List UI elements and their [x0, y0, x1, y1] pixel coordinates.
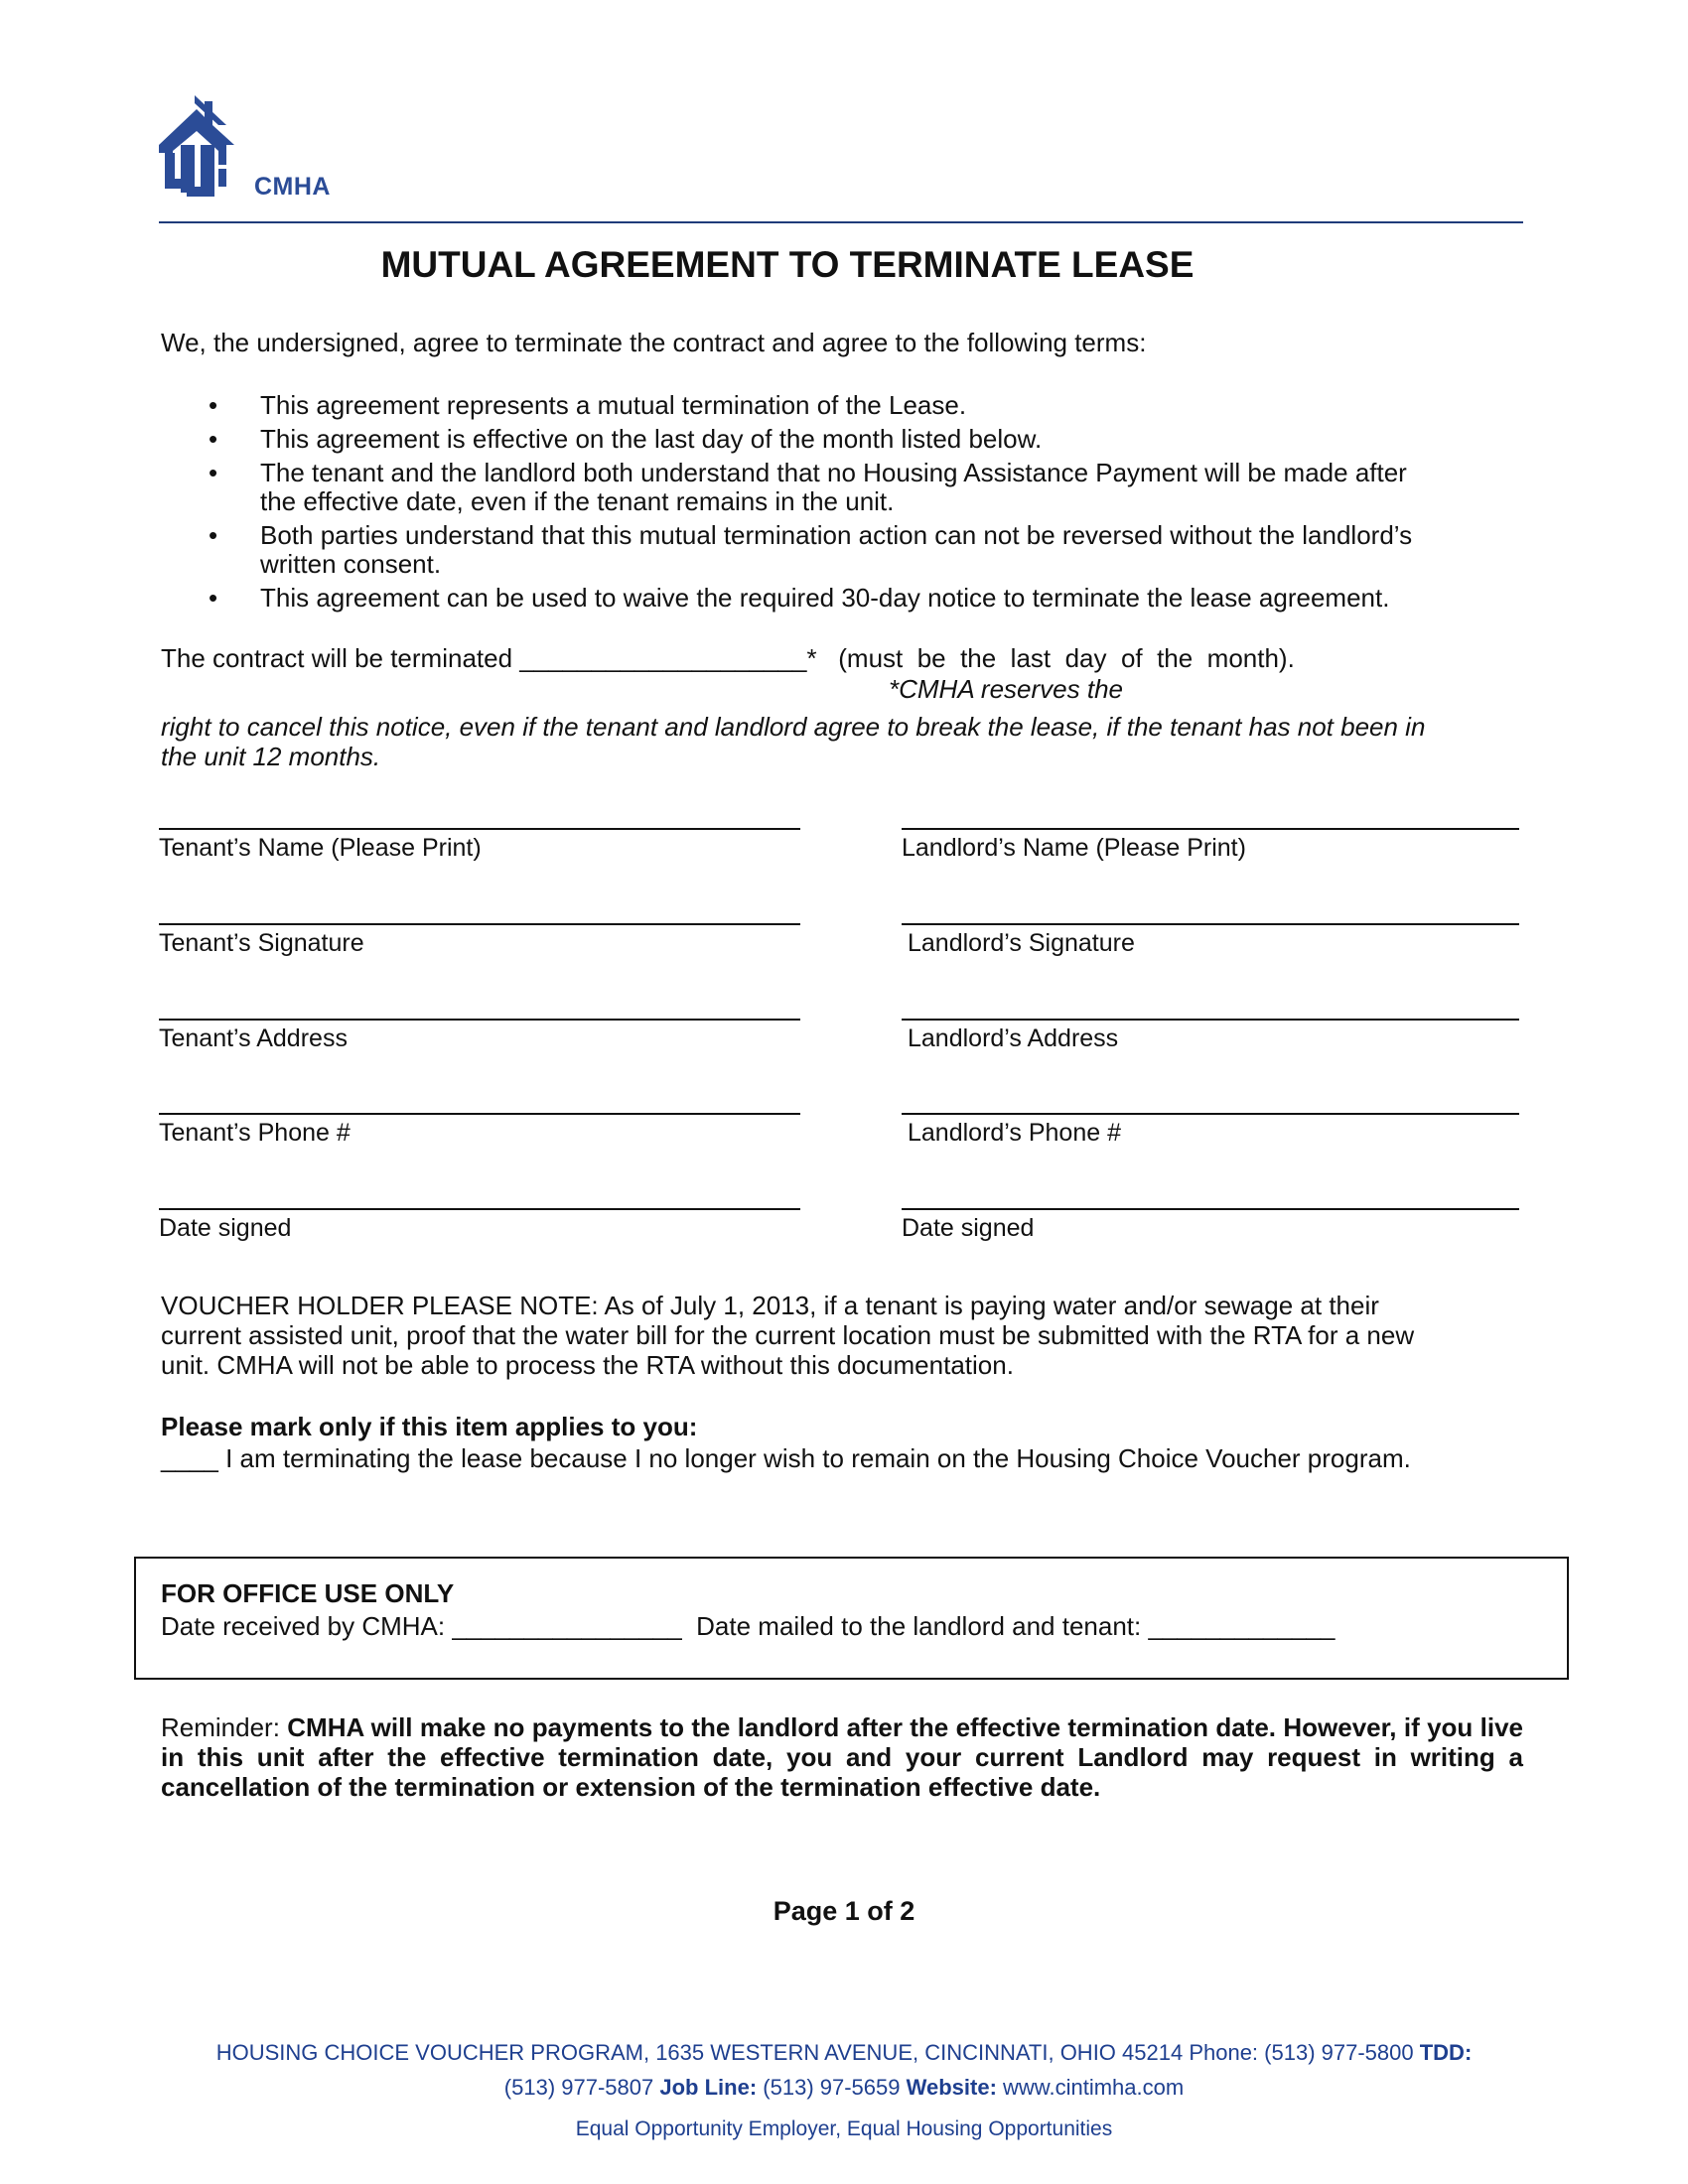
- website-link[interactable]: www.cintimha.com: [1003, 2075, 1185, 2100]
- bullet-glyph: •: [209, 583, 218, 613]
- mark-checkbox-field[interactable]: ____: [161, 1443, 218, 1473]
- footer-contacts: (513) 977-5807 Job Line: (513) 97-5659 Website: www.cintimha.com: [503, 2075, 1185, 2100]
- bullet-glyph: •: [209, 390, 218, 420]
- tenant-signature-field[interactable]: [159, 923, 800, 925]
- landlord-signature-label: Landlord’s Signature: [908, 929, 1135, 957]
- header-divider: [159, 221, 1523, 223]
- landlord-date-field[interactable]: [902, 1208, 1519, 1210]
- tenant-name-field[interactable]: [159, 828, 800, 830]
- bullet-glyph: •: [209, 458, 218, 487]
- bullet-glyph: •: [209, 520, 218, 550]
- landlord-address-field[interactable]: [902, 1019, 1519, 1021]
- tenant-date-label: Date signed: [159, 1214, 292, 1242]
- tenant-phone-label: Tenant’s Phone #: [159, 1119, 351, 1147]
- tenant-date-field[interactable]: [159, 1208, 800, 1210]
- voucher-note: VOUCHER HOLDER PLEASE NOTE: As of July 1, 2013, if a tenant is paying water and/or sewage at their current assisted unit, proof that the water bill for the current location must be submitted with the RTA for a new unit. CMHA will not be able to process the RTA without this documentation.: [161, 1291, 1415, 1380]
- landlord-address-label: Landlord’s Address: [908, 1024, 1119, 1052]
- page-title: MUTUAL AGREEMENT TO TERMINATE LEASE: [380, 244, 1195, 285]
- office-use-heading: FOR OFFICE USE ONLY: [161, 1578, 455, 1608]
- list-item: • This agreement represents a mutual termination of the Lease.: [209, 390, 967, 420]
- landlord-signature-field[interactable]: [902, 923, 1519, 925]
- intro-text: We, the undersigned, agree to terminate the contract and agree to the following terms:: [161, 328, 1147, 357]
- landlord-name-label: Landlord’s Name (Please Print): [902, 834, 1246, 862]
- landlord-date-label: Date signed: [902, 1214, 1035, 1242]
- mark-item: ____ I am terminating the lease because I no longer wish to remain on the Housing Choice Voucher program.: [161, 1443, 1411, 1473]
- footer-eeo: Equal Opportunity Employer, Equal Housing Opportunities: [575, 2117, 1113, 2140]
- office-use-line: Date received by CMHA: ________________ Date mailed to the landlord and tenant: _____________: [161, 1611, 1336, 1641]
- reserve-note: *CMHA reserves the: [889, 674, 1123, 704]
- reserve-note-continued: right to cancel this notice, even if the tenant and landlord agree to break the lease, if the tenant has not been in the unit 12 months.: [161, 712, 1426, 771]
- tenant-address-field[interactable]: [159, 1019, 800, 1021]
- bullet-glyph: •: [209, 424, 218, 454]
- reminder-text: Reminder: CMHA will make no payments to the landlord after the effective termination date. However, if you live in this unit after the effective termination date, you and your current Landlord may request in writing a cancellation of the termination or extension of the termination effective date.: [161, 1712, 1523, 1802]
- list-item: • The tenant and the landlord both understand that no Housing Assistance Payment will be made after the effective date, even if the tenant remains in the unit.: [209, 458, 1407, 516]
- footer-address: HOUSING CHOICE VOUCHER PROGRAM, 1635 WESTERN AVENUE, CINCINNATI, OHIO 45214 Phone: (513) 977-5800 TDD:: [215, 2040, 1473, 2065]
- list-item: • Both parties understand that this mutual termination action can not be reversed without the landlord’s written consent.: [209, 520, 1413, 579]
- contract-termination-line: The contract will be terminated ____________________* (must be the last day of the month).: [161, 643, 1295, 673]
- landlord-name-field[interactable]: [902, 828, 1519, 830]
- tenant-address-label: Tenant’s Address: [159, 1024, 348, 1052]
- list-item: • This agreement is effective on the last day of the month listed below.: [209, 424, 1043, 454]
- termination-date-field[interactable]: ____________________: [519, 643, 807, 673]
- landlord-phone-field[interactable]: [902, 1113, 1519, 1115]
- logo-text: CMHA: [254, 173, 331, 201]
- mark-heading: Please mark only if this item applies to you:: [161, 1412, 698, 1441]
- cmha-logo: [157, 95, 355, 203]
- terms-list: [161, 391, 1531, 617]
- landlord-phone-label: Landlord’s Phone #: [908, 1119, 1121, 1147]
- tenant-name-label: Tenant’s Name (Please Print): [159, 834, 482, 862]
- date-mailed-field[interactable]: _____________: [1148, 1611, 1336, 1641]
- page-number: Page 1 of 2: [773, 1896, 915, 1926]
- tenant-phone-field[interactable]: [159, 1113, 800, 1115]
- date-received-field[interactable]: ________________: [452, 1611, 682, 1641]
- tenant-signature-label: Tenant’s Signature: [159, 929, 364, 957]
- house-logo-icon: [157, 95, 254, 199]
- list-item: • This agreement can be used to waive the required 30-day notice to terminate the lease agreement.: [209, 583, 1390, 613]
